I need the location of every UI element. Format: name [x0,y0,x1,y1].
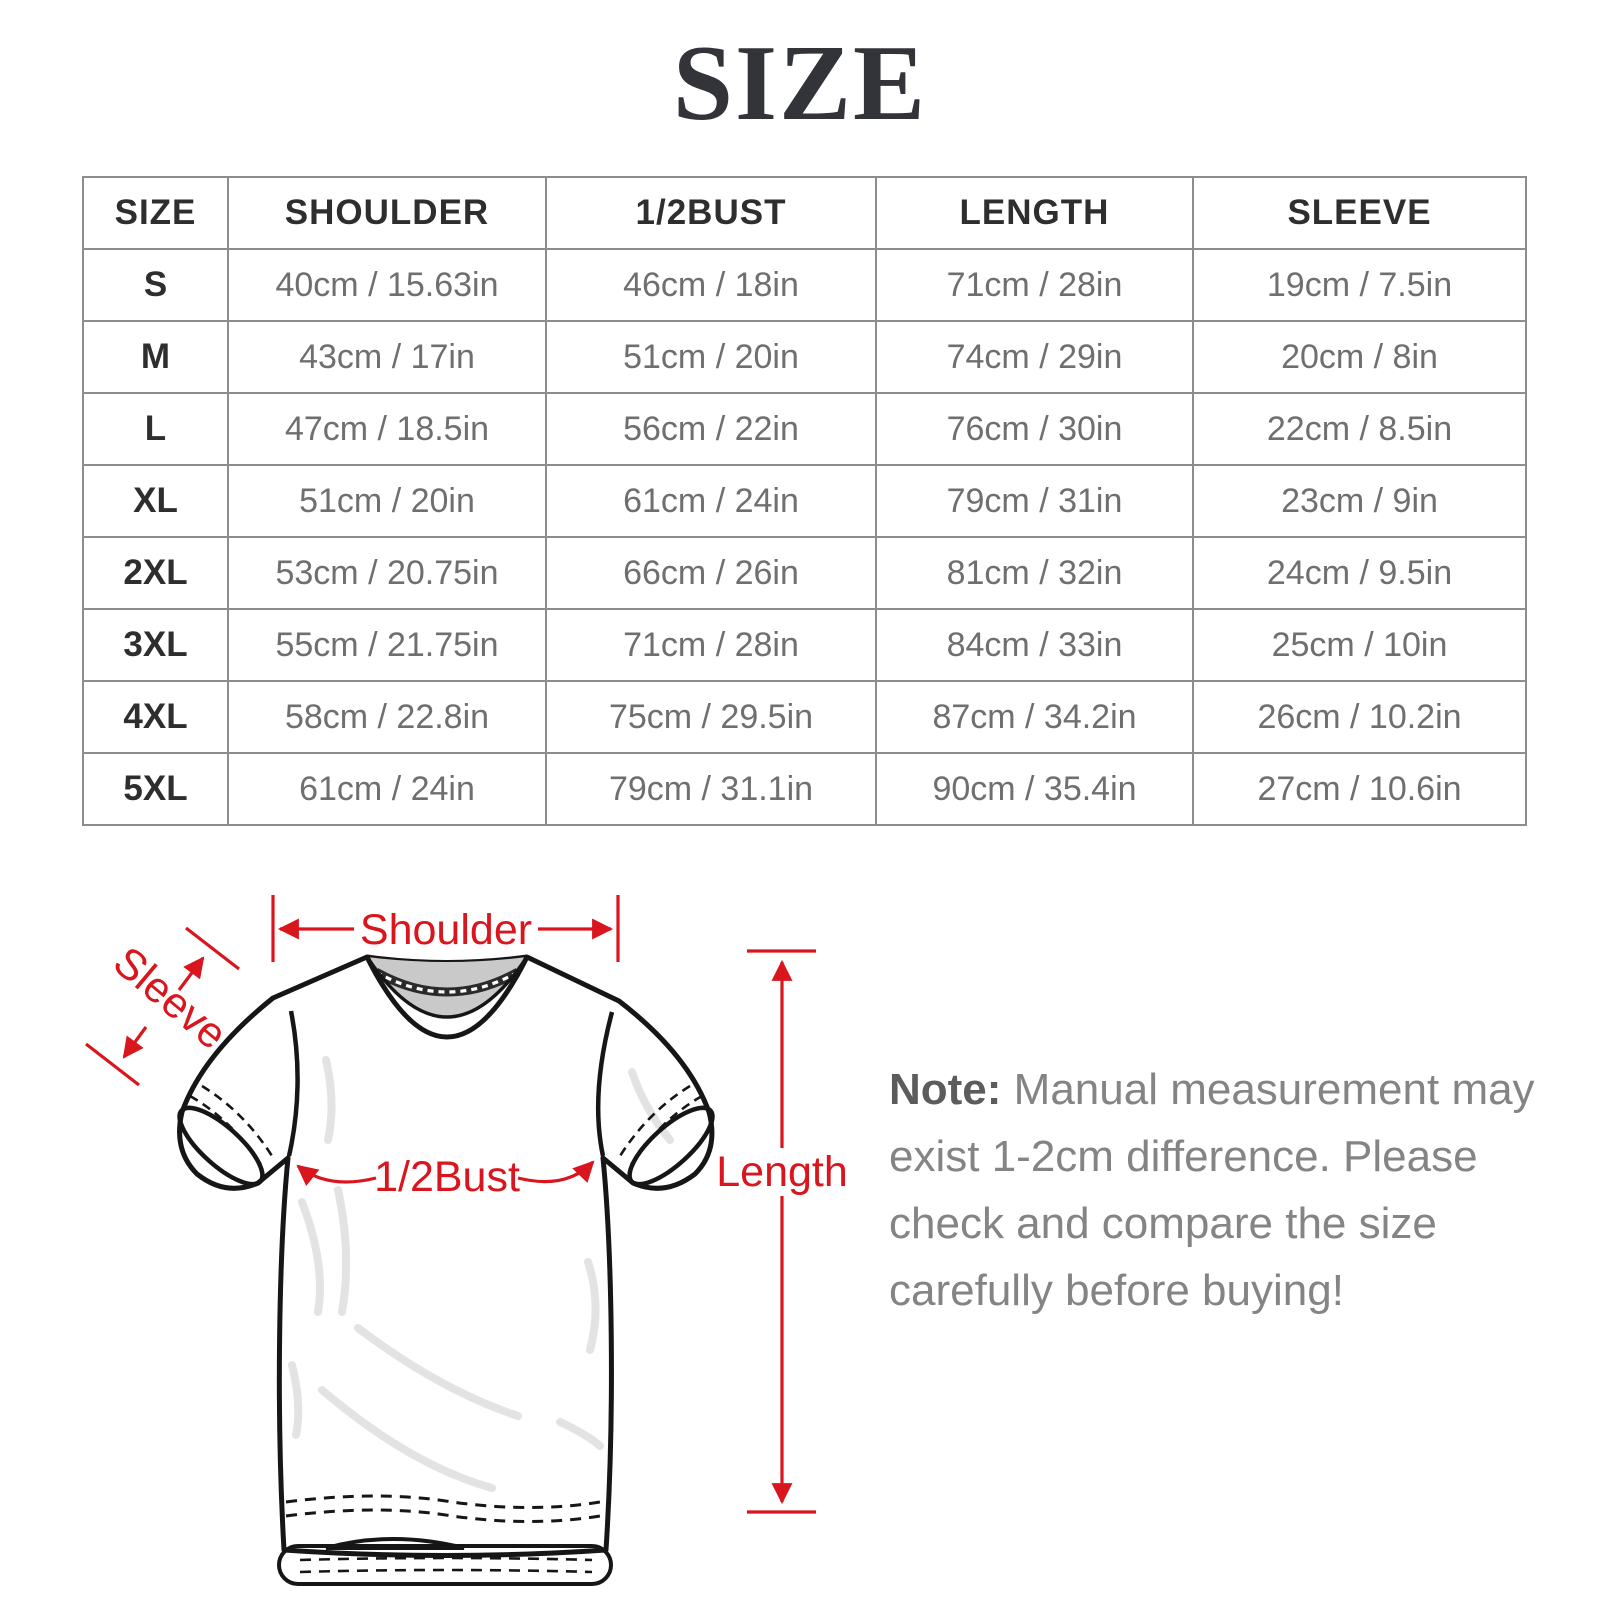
note-text [889,1056,1535,1324]
shoulder-cell: 55cm / 21.75in [228,609,546,681]
note-line: check and compare the size [889,1199,1437,1248]
tshirt-illustration [169,957,723,1584]
table-row [83,249,1526,321]
length-cell: 76cm / 30in [876,393,1193,465]
sleeve-cell: 23cm / 9in [1193,465,1526,537]
table-header-row [83,177,1526,249]
column-header-sleeve: SLEEVE [1193,177,1526,249]
size-cell: M [83,321,228,393]
length-measure [716,951,848,1512]
table-row [83,393,1526,465]
column-header-size: SIZE [83,177,228,249]
sleeve-cell: 22cm / 8.5in [1193,393,1526,465]
table-row [83,681,1526,753]
shoulder-measure [273,895,618,962]
sleeve-cell: 24cm / 9.5in [1193,537,1526,609]
shoulder-cell: 53cm / 20.75in [228,537,546,609]
shoulder-cell: 43cm / 17in [228,321,546,393]
length-cell: 79cm / 31in [876,465,1193,537]
size-table [82,176,1527,826]
note-bold-prefix: Note: [889,1065,1002,1114]
table-row [83,321,1526,393]
column-header-bust: 1/2BUST [546,177,876,249]
shoulder-cell: 47cm / 18.5in [228,393,546,465]
sleeve-cell: 27cm / 10.6in [1193,753,1526,825]
size-cell: S [83,249,228,321]
collar [367,957,527,1037]
length-cell: 71cm / 28in [876,249,1193,321]
shoulder-cell: 40cm / 15.63in [228,249,546,321]
table-row [83,609,1526,681]
length-label: Length [716,1148,848,1196]
sleeve-cell: 26cm / 10.2in [1193,681,1526,753]
sleeve-cell: 19cm / 7.5in [1193,249,1526,321]
measurement-diagram [40,850,880,1600]
shoulder-cell: 51cm / 20in [228,465,546,537]
sleeve-cell: 20cm / 8in [1193,321,1526,393]
length-cell: 84cm / 33in [876,609,1193,681]
note-line: carefully before buying! [889,1266,1344,1315]
hem [279,1496,611,1584]
tshirt-outline [180,957,712,1556]
bust-cell: 51cm / 20in [546,321,876,393]
sleeve-label: Sleeve [104,937,236,1059]
size-cell: 4XL [83,681,228,753]
bust-cell: 66cm / 26in [546,537,876,609]
table-row [83,465,1526,537]
bust-cell: 46cm / 18in [546,249,876,321]
length-cell: 74cm / 29in [876,321,1193,393]
shoulder-cell: 58cm / 22.8in [228,681,546,753]
armhole-seam-right [598,1012,612,1156]
size-cell: L [83,393,228,465]
column-header-shoulder: SHOULDER [228,177,546,249]
shoulder-cell: 61cm / 24in [228,753,546,825]
size-cell: 2XL [83,537,228,609]
bust-cell: 79cm / 31.1in [546,753,876,825]
note-line: Note: Manual measurement may [889,1065,1535,1114]
shoulder-label: Shoulder [359,906,533,954]
table-row [83,753,1526,825]
column-header-length: LENGTH [876,177,1193,249]
size-cell: 3XL [83,609,228,681]
bust-cell: 56cm / 22in [546,393,876,465]
bust-label: 1/2Bust [374,1153,520,1201]
size-cell: XL [83,465,228,537]
length-cell: 90cm / 35.4in [876,753,1193,825]
bust-cell: 75cm / 29.5in [546,681,876,753]
length-cell: 87cm / 34.2in [876,681,1193,753]
sleeve-measure [86,928,239,1085]
note-line: exist 1-2cm difference. Please [889,1132,1478,1181]
page-title: SIZE [672,24,928,143]
length-cell: 81cm / 32in [876,537,1193,609]
size-cell: 5XL [83,753,228,825]
bust-cell: 71cm / 28in [546,609,876,681]
table-row [83,537,1526,609]
armhole-seam-left [289,1011,298,1156]
sleeve-cell: 25cm / 10in [1193,609,1526,681]
bust-cell: 61cm / 24in [546,465,876,537]
